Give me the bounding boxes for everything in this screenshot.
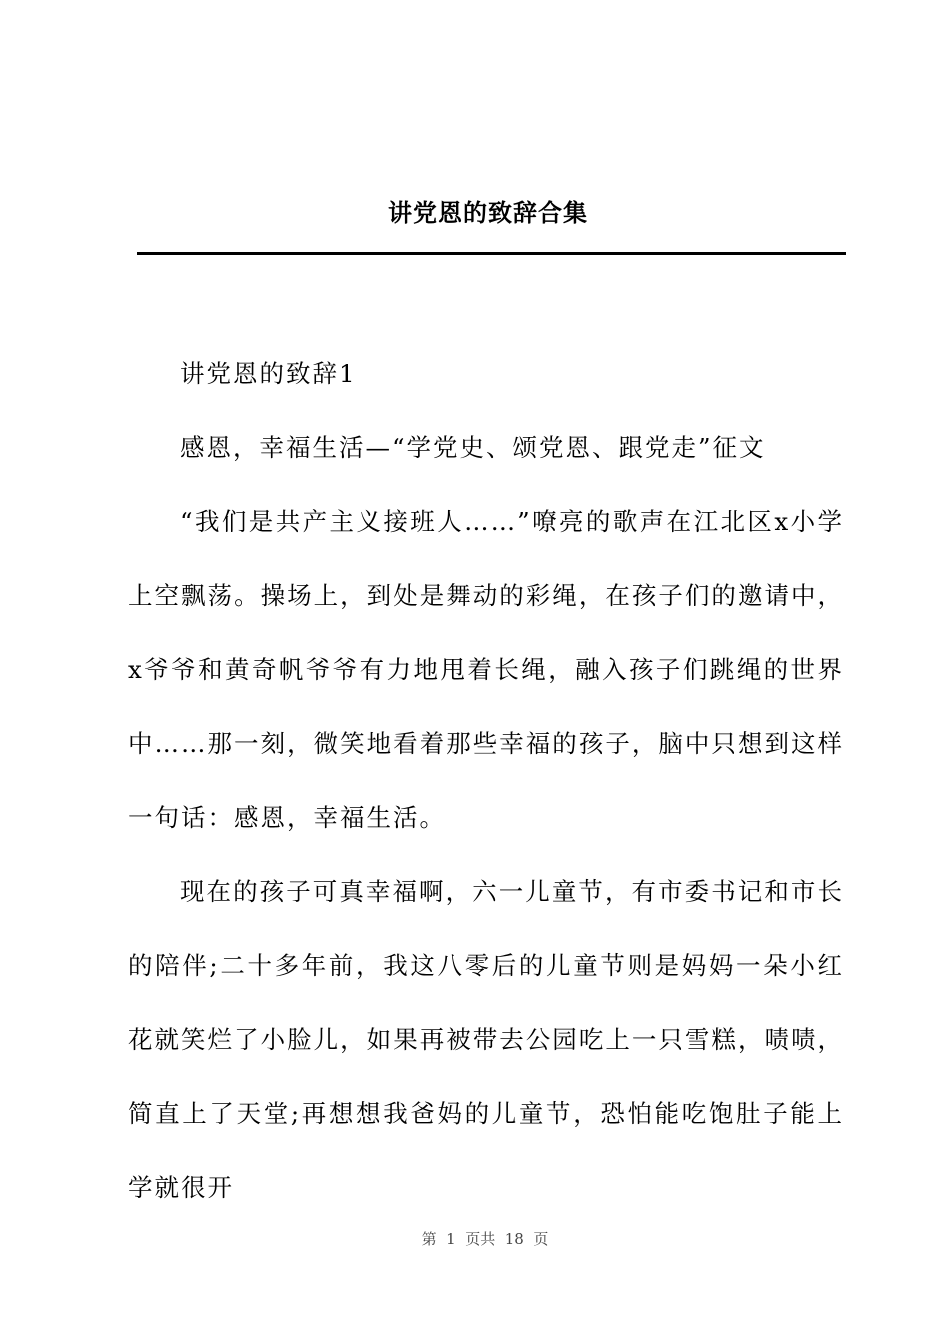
document-title: 讲党恩的致辞合集 <box>388 199 588 227</box>
section-heading: 讲党恩的致辞1 <box>180 359 357 388</box>
page-number-footer: 第 1 页共 18 页 <box>421 1230 549 1248</box>
title-underline-rule <box>137 252 846 255</box>
body-paragraph: “我们是共产主义接班人……”嘹亮的歌声在江北区x小学上空飘荡。操场上，到处是舞动的彩绳，在孩子们的邀请中，x爷爷和黄奇帆爷爷有力地甩着长绳，融入孩子们跳绳的世界中……那一刻，微笑地看着那些幸福的孩子，脑中只想到这样一句话：感恩，幸福生活。 <box>128 507 844 832</box>
essay-subtitle: 感恩，幸福生活—“学党史、颂党恩、跟党走”征文 <box>180 433 766 462</box>
body-paragraph: 现在的孩子可真幸福啊，六一儿童节，有市委书记和市长的陪伴;二十多年前，我这八零后的儿童节则是妈妈一朵小红花就笑烂了小脸儿，如果再被带去公园吃上一只雪糕，啧啧，简直上了天堂;再想想我爸妈的儿童节，恐怕能吃饱肚子能上学就很开 <box>128 877 844 1202</box>
document-body <box>128 337 844 1225</box>
